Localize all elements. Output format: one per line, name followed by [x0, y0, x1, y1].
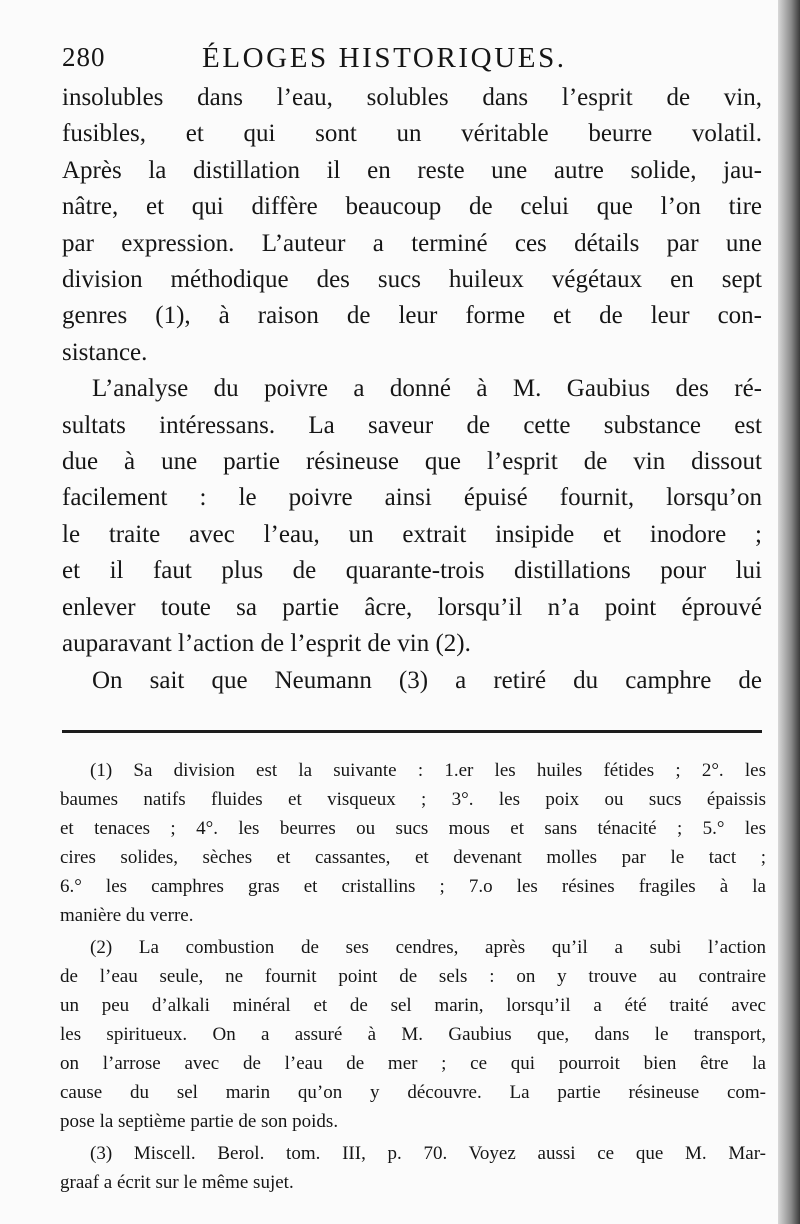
footnote-line: cause du sel marin qu’on y découvre. La partie résineuse com- [60, 1082, 766, 1103]
text-line: On sait que Neumann (3) a retiré du camphre de [92, 666, 762, 694]
text-line: nâtre, et qui diffère beaucoup de celui que l’on tire [62, 193, 762, 221]
footnote-line: (3) Miscell. Berol. tom. III, p. 70. Voyez aussi ce que M. Mar- [90, 1143, 766, 1164]
text-line: sultats intéressans. La saveur de cette substance est [62, 411, 762, 439]
footnote-line: 6.° les camphres gras et cristallins ; 7.o les résines fragiles à la [60, 876, 766, 897]
footnote-line: baumes natifs fluides et visqueux ; 3°. les poix ou sucs épaissis [60, 789, 766, 810]
text-line: le traite avec l’eau, un extrait insipide et inodore ; [62, 520, 762, 548]
footnote-line: on l’arrose avec de l’eau de mer ; ce qui pourroit bien être la [60, 1053, 766, 1074]
footnote-line: (2) La combustion de ses cendres, après qu’il a subi l’action [90, 937, 766, 958]
footnotes [60, 756, 766, 1197]
footnote-line: et tenaces ; 4°. les beurres ou sucs mous et sans ténacité ; 5.° les [60, 818, 766, 839]
footnote-line: (1) Sa division est la suivante : 1.er les huiles fétides ; 2°. les [90, 760, 766, 781]
text-line: insolubles dans l’eau, solubles dans l’esprit de vin, [62, 84, 762, 111]
footnote-rule [62, 730, 762, 733]
footnote-line: de l’eau seule, ne fournit point de sels : on y trouve au contraire [60, 966, 766, 987]
text-line: facilement : le poivre ainsi épuisé fournit, lorsqu’on [62, 484, 762, 512]
text-line: division méthodique des sucs huileux végétaux en sept [62, 266, 762, 294]
text-line: sistance. [62, 338, 148, 366]
footnote-line: graaf a écrit sur le même sujet. [60, 1172, 294, 1193]
text-line: et il faut plus de quarante-trois distillations pour lui [62, 557, 762, 585]
text-line: fusibles, et qui sont un véritable beurre volatil. [62, 120, 762, 148]
text-line: par expression. L’auteur a terminé ces détails par une [62, 229, 762, 257]
page-gutter-shadow [778, 0, 800, 1224]
text-line: genres (1), à raison de leur forme et de leur con- [62, 302, 762, 330]
footnote-line: cires solides, sèches et cassantes, et devenant molles par le tact ; [60, 847, 766, 868]
text-line: L’analyse du poivre a donné à M. Gaubius des ré- [92, 375, 762, 403]
text-line: enlever toute sa partie âcre, lorsqu’il n’a point éprouvé [62, 593, 762, 621]
page-number: 280 [62, 42, 106, 72]
text-line: due à une partie résineuse que l’esprit de vin dissout [62, 448, 762, 476]
footnote-line: les spiritueux. On a assuré à M. Gaubius que, dans le transport, [60, 1024, 766, 1045]
main-text [62, 80, 762, 699]
page-header [62, 42, 742, 78]
running-title: ÉLOGES HISTORIQUES. [202, 42, 567, 74]
text-line: Après la distillation il en reste une autre solide, jau- [62, 156, 762, 184]
footnote-line: un peu d’alkali minéral et de sel marin, lorsqu’il a été traité avec [60, 995, 766, 1016]
footnote-line: pose la septième partie de son poids. [60, 1111, 339, 1132]
footnote-line: manière du verre. [60, 905, 194, 926]
text-line: auparavant l’action de l’esprit de vin (2). [62, 630, 471, 658]
